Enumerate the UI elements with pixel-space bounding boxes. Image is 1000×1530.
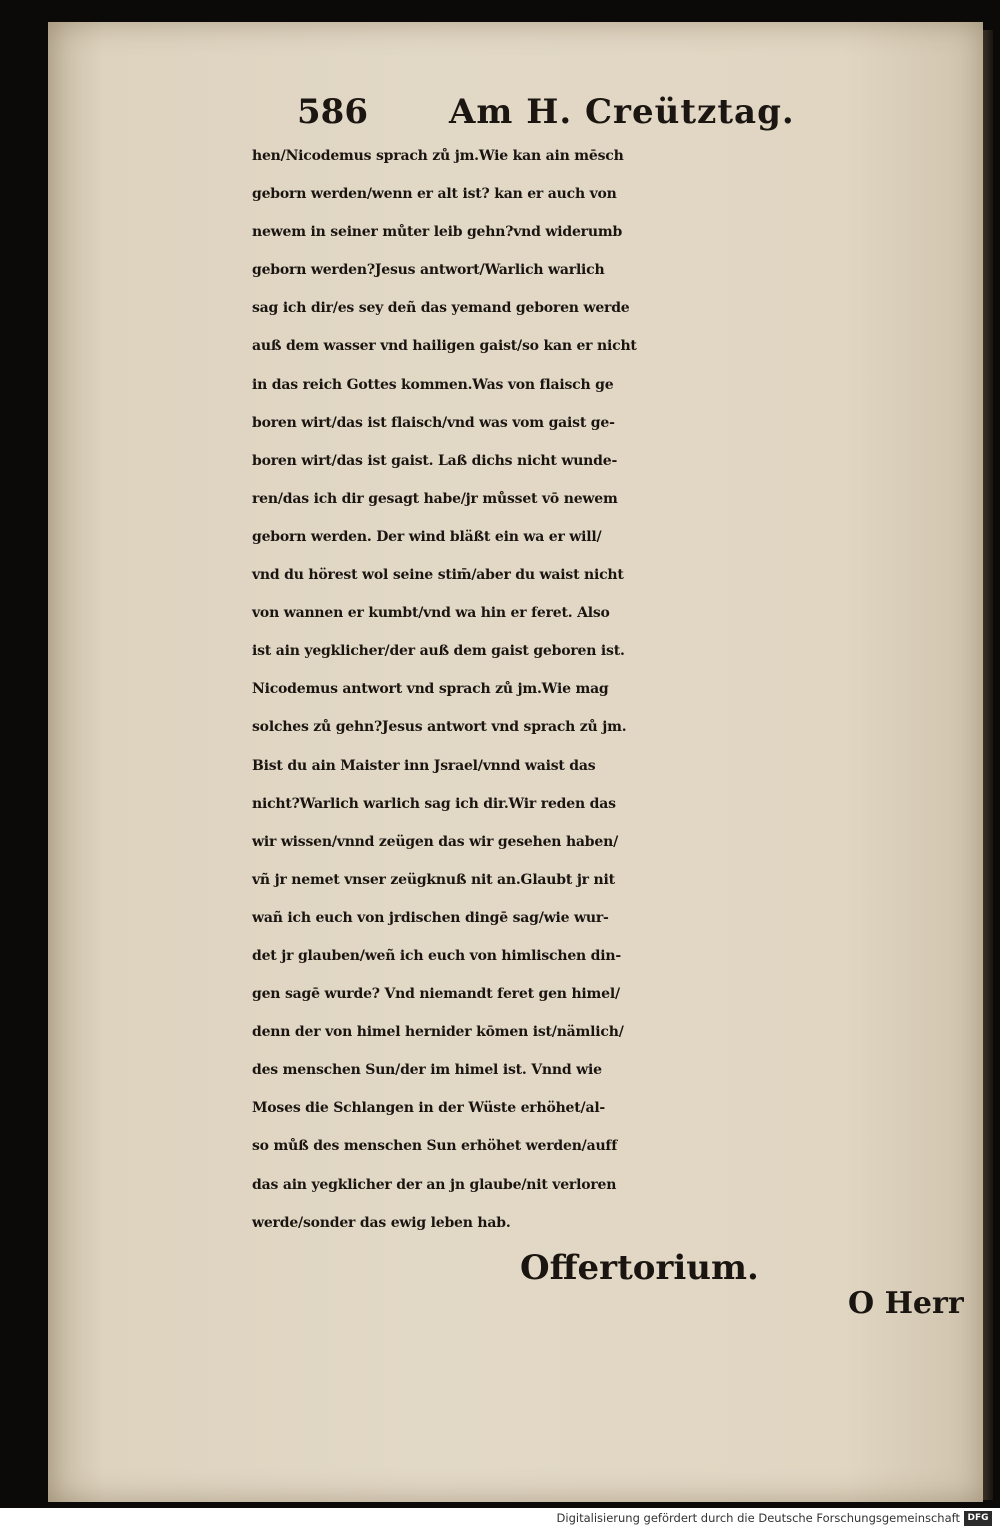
text-line: werde/sonder das ewig leben hab. bbox=[252, 1214, 511, 1231]
text-line: boren wirt/das ist flaisch/vnd was vom gaist ge- bbox=[252, 414, 615, 431]
text-line: geborn werden/wenn er alt ist? kan er auch von bbox=[252, 186, 617, 203]
text-line: det jr glauben/weñ ich euch von himlischen din- bbox=[252, 947, 621, 964]
offertory-heading: Offertorium. bbox=[520, 1248, 759, 1288]
text-line: geborn werden. Der wind bläßt ein wa er will/ bbox=[252, 528, 602, 545]
text-line: so můß des menschen Sun erhöhet werden/auff bbox=[252, 1138, 618, 1155]
text-line: wir wissen/vnnd zeügen das wir gesehen haben/ bbox=[252, 833, 618, 850]
running-title: Am H. Creütztag. bbox=[449, 92, 795, 132]
text-line: nicht?Warlich warlich sag ich dir.Wir reden das bbox=[252, 795, 616, 812]
text-line: Bist du ain Maister inn Jsrael/vnnd waist das bbox=[252, 757, 596, 774]
text-line: Nicodemus antwort vnd sprach zů jm.Wie mag bbox=[252, 681, 609, 698]
text-line: vnd du hörest wol seine stim̄/aber du waist nicht bbox=[252, 567, 624, 584]
text-line: des menschen Sun/der im himel ist. Vnnd wie bbox=[252, 1062, 602, 1079]
text-line: hen/Nicodemus sprach zů jm.Wie kan ain mēsch bbox=[252, 148, 624, 164]
text-line: das ain yegklicher der an jn glaube/nit verloren bbox=[252, 1176, 617, 1193]
page-edge bbox=[983, 30, 993, 1500]
text-line: wañ ich euch von jrdischen dingē sag/wie wur- bbox=[252, 909, 609, 926]
catchword: O Herr bbox=[848, 1286, 964, 1321]
footer-bar bbox=[0, 1508, 1000, 1530]
text-line: denn der von himel hernider kōmen ist/nämlich/ bbox=[252, 1024, 624, 1041]
page-header bbox=[297, 92, 795, 142]
text-line: von wannen er kumbt/vnd wa hin er feret. Also bbox=[252, 605, 610, 622]
body-text bbox=[252, 137, 982, 1242]
text-line: boren wirt/das ist gaist. Laß dichs nicht wunde- bbox=[252, 452, 618, 469]
text-line: in das reich Gottes kommen.Was von flaisch ge bbox=[252, 376, 614, 393]
text-line: Moses die Schlangen in der Wüste erhöhet/al- bbox=[252, 1100, 606, 1117]
text-line: ist ain yegklicher/der auß dem gaist geboren ist. bbox=[252, 643, 625, 660]
text-line: ren/das ich dir gesagt habe/jr můsset vō newem bbox=[252, 490, 618, 507]
text-line: newem in seiner můter leib gehn?vnd widerumb bbox=[252, 224, 623, 241]
page-number: 586 bbox=[297, 92, 368, 132]
dfg-logo: DFG bbox=[964, 1511, 992, 1526]
text-line: auß dem wasser vnd hailigen gaist/so kan er nicht bbox=[252, 338, 637, 355]
text-line: gen sagē wurde? Vnd niemandt feret gen himel/ bbox=[252, 986, 620, 1003]
text-line: geborn werden?Jesus antwort/Warlich warlich bbox=[252, 262, 605, 279]
text-line: sag ich dir/es sey deñ das yemand geboren werde bbox=[252, 300, 630, 317]
text-line: solches zů gehn?Jesus antwort vnd sprach zů jm. bbox=[252, 719, 627, 736]
text-line: vñ jr nemet vnser zeügknuß nit an.Glaubt jr nit bbox=[252, 871, 615, 888]
footer-credit: Digitalisierung gefördert durch die Deutsche Forschungsgemeinschaft bbox=[556, 1511, 960, 1525]
